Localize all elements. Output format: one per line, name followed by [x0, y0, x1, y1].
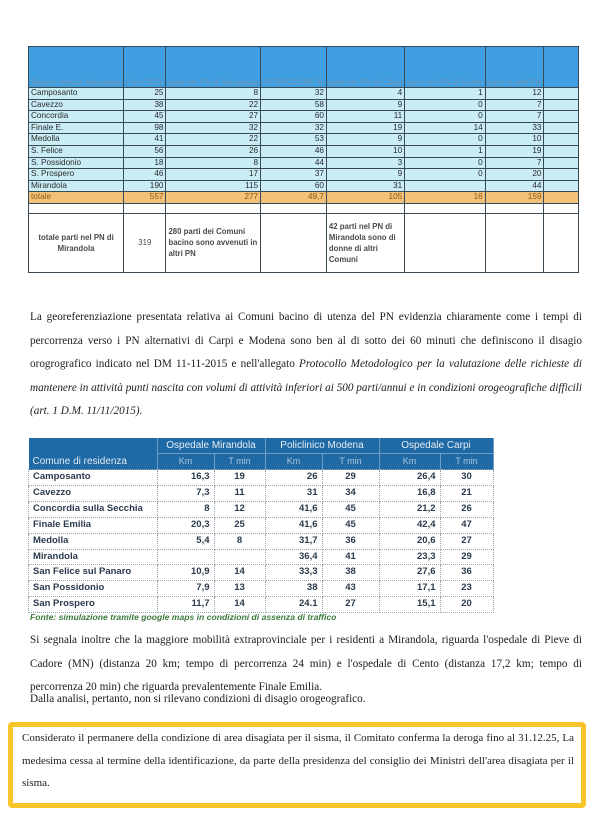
cell-tmin: 36 [440, 565, 493, 581]
header-km: Km [265, 454, 322, 470]
cell-comune: S. Felice [29, 145, 124, 157]
cell-km: 31,7 [265, 533, 322, 549]
cell-tmin: 14 [214, 597, 265, 613]
cell: 25 [124, 88, 166, 100]
cell: 33 [485, 122, 544, 134]
total-cell: 16 [405, 192, 486, 204]
cell [485, 203, 544, 213]
total-row [29, 192, 579, 204]
cell: 12 [485, 88, 544, 100]
cell-km: 24.1 [265, 597, 322, 613]
table-row [29, 99, 579, 111]
cell: 10 [485, 134, 544, 146]
cell-tmin: 12 [214, 501, 265, 517]
header-parti-cento: parti nel PN di Cento [405, 47, 486, 88]
cell: 26 [166, 145, 261, 157]
header-parti-altri: parti in altri PN [485, 47, 544, 88]
cell: 4 [326, 88, 404, 100]
cell-km: 38 [265, 581, 322, 597]
cell-tmin: 14 [214, 565, 265, 581]
cell [405, 213, 486, 272]
cell: 37 [261, 169, 327, 181]
cell-km [157, 549, 214, 565]
cell-comune: S. Prospero [29, 169, 124, 181]
cell: 44 [485, 180, 544, 192]
births-table [28, 46, 579, 273]
table-row [29, 565, 494, 581]
total-cell: 159 [485, 192, 544, 204]
cell: 10 [326, 145, 404, 157]
cell-comune: San Prospero [29, 597, 158, 613]
cell: 41 [124, 134, 166, 146]
cell [405, 180, 486, 192]
cell-tmin: 13 [214, 581, 265, 597]
cell [485, 213, 544, 272]
cell-km: 31 [265, 485, 322, 501]
table-row [29, 485, 494, 501]
cell-tmin: 29 [440, 549, 493, 565]
cell-tmin: 11 [214, 485, 265, 501]
cell [261, 203, 327, 213]
cell [544, 111, 579, 123]
total-cell: 277 [166, 192, 261, 204]
travel-times-table [28, 438, 494, 613]
cell: 19 [326, 122, 404, 134]
header-tmin: T min [322, 454, 379, 470]
blank-row [29, 203, 579, 213]
cell-tmin: 20 [440, 597, 493, 613]
cell-tmin: 41 [322, 549, 379, 565]
total-cell: 557 [124, 192, 166, 204]
cell: 32 [261, 122, 327, 134]
cell: 44 [261, 157, 327, 169]
summary-note-other-comuni: 42 parti nel PN di Mirandola sono di donne di altri Comuni [326, 213, 404, 272]
cell [544, 169, 579, 181]
cell: 58 [261, 99, 327, 111]
cell-km: 36,4 [265, 549, 322, 565]
group-policlinico-modena: Policlinico Modena [265, 438, 379, 454]
cell: 53 [261, 134, 327, 146]
cell-tmin: 36 [322, 533, 379, 549]
table-row [29, 88, 579, 100]
cell: 0 [405, 134, 486, 146]
header-parti-carpi: parti nel PN di Carpi [326, 47, 404, 88]
cell-tmin: 27 [440, 533, 493, 549]
cell-tmin: 45 [322, 501, 379, 517]
header-parti-mirandola: parti nel PN di Mirandola [166, 47, 261, 88]
cell: 8 [166, 88, 261, 100]
cell-tmin: 21 [440, 485, 493, 501]
cell-tmin: 25 [214, 517, 265, 533]
cell-comune: Camposanto [29, 88, 124, 100]
cell-comune: Medolla [29, 134, 124, 146]
cell: 27 [166, 111, 261, 123]
cell-comune: Mirandola [29, 180, 124, 192]
cell-tmin: 47 [440, 517, 493, 533]
table-row [29, 549, 494, 565]
cell-tmin: 38 [322, 565, 379, 581]
cell-tmin: 27 [322, 597, 379, 613]
cell-km: 7,3 [157, 485, 214, 501]
cell-km: 41,6 [265, 501, 322, 517]
cell: 38 [124, 99, 166, 111]
cell-tmin: 26 [440, 501, 493, 517]
cell: 0 [405, 99, 486, 111]
cell-km: 15,1 [379, 597, 440, 613]
cell-km: 20,6 [379, 533, 440, 549]
travel-times-group-header [29, 438, 494, 454]
group-ospedale-mirandola: Ospedale Mirandola [157, 438, 265, 454]
table-row [29, 597, 494, 613]
summary-value: 319 [124, 213, 166, 272]
births-table-header [29, 47, 579, 88]
cell-tmin: 30 [440, 470, 493, 486]
cell [124, 203, 166, 213]
paragraph-italic-text: Protocollo Metodologico per la valutazione delle richieste di mantenere in attività punti nascita con volumi di attività inferiori ai 500 parti/annui e in condizioni orogeografiche difficili (art. 1 D.M. 11/11/2015). [30, 358, 582, 417]
group-ospedale-carpi: Ospedale Carpi [379, 438, 493, 454]
cell: 32 [166, 122, 261, 134]
cell: 7 [485, 99, 544, 111]
table-row [29, 157, 579, 169]
paragraph-text: La georeferenziazione presentata relativa ai Comuni bacino di utenza del PN evidenzia chiaramente come i tempi di percorrenza verso i PN alternativi di Carpi e Modena sono ben al di sotto dei 60 minuti che definiscono il disagio orogrografico indicato nel DM 11-11-2015 e nell'allegato [30, 311, 582, 370]
cell [405, 203, 486, 213]
cell-km: 41,6 [265, 517, 322, 533]
cell: 60 [261, 180, 327, 192]
cell: 0 [405, 169, 486, 181]
cell-tmin: 19 [214, 470, 265, 486]
cell-tmin: 45 [322, 517, 379, 533]
cell-km: 16,8 [379, 485, 440, 501]
cell: 20 [485, 169, 544, 181]
cell [544, 99, 579, 111]
cell [29, 203, 124, 213]
cell-km: 17,1 [379, 581, 440, 597]
highlight-text: Considerato il permanere della condizione di area disagiata per il sisma, il Comitato conferma la deroga fino al 31.12.25, La medesima cessa al termine della identificazione, da parte della presidenza del consiglio dei Ministri dell'area disagiata per il sisma. [22, 732, 574, 789]
cell-tmin: 43 [322, 581, 379, 597]
cell-comune: Camposanto [29, 470, 158, 486]
cell [544, 203, 579, 213]
cell-km: 23,3 [379, 549, 440, 565]
cell: 9 [326, 169, 404, 181]
table-row [29, 501, 494, 517]
cell-comune: Concordia [29, 111, 124, 123]
header-blank [29, 438, 158, 454]
table-row [29, 180, 579, 192]
header-attrazione: ATTRAZIONE % [261, 47, 327, 88]
cell: 22 [166, 134, 261, 146]
summary-note-other-pn: 280 parti dei Comuni bacino sono avvenuti in altri PN [166, 213, 261, 272]
cell: 115 [166, 180, 261, 192]
table-row [29, 533, 494, 549]
cell: 19 [485, 145, 544, 157]
header-empty [544, 47, 579, 88]
cell-km: 7,9 [157, 581, 214, 597]
cell-km: 26,4 [379, 470, 440, 486]
header-bacino: Bacino utenza Mirandola [29, 47, 124, 88]
summary-label: totale parti nel PN di Mirandola [29, 213, 124, 272]
header-km: Km [379, 454, 440, 470]
cell-km: 8 [157, 501, 214, 517]
cell-km: 42,4 [379, 517, 440, 533]
table-source-note: Fonte: simulazione tramite google maps in condizioni di assenza di traffico [30, 612, 337, 622]
table-row [29, 111, 579, 123]
cell [261, 213, 327, 272]
cell-comune: Mirandola [29, 549, 158, 565]
cell-km: 16,3 [157, 470, 214, 486]
summary-row [29, 213, 579, 272]
cell: 11 [326, 111, 404, 123]
cell-km: 10,9 [157, 565, 214, 581]
cell-km: 27,6 [379, 565, 440, 581]
cell: 3 [326, 157, 404, 169]
cell-tmin: 29 [322, 470, 379, 486]
header-km: Km [157, 454, 214, 470]
cell: 22 [166, 99, 261, 111]
header-tmin: T min [214, 454, 265, 470]
total-cell: 105 [326, 192, 404, 204]
cell: 46 [261, 145, 327, 157]
cell [544, 122, 579, 134]
cell: 9 [326, 99, 404, 111]
cell: 56 [124, 145, 166, 157]
cell: 98 [124, 122, 166, 134]
cell-tmin [214, 549, 265, 565]
cell [544, 213, 579, 272]
cell-km: 26 [265, 470, 322, 486]
paragraph-mobilita: Si segnala inoltre che la maggiore mobilità extraprovinciale per i residenti a Mirandola, riguarda l'ospedale di Pieve di Cadore (MN) (distanza 20 km; tempo di percorrenza 24 min) e l'ospedale di Cento (distanza 17,2 km; tempo di percorrenza 20 min) che riguarda prevalentemente Finale Emilia. [30, 634, 582, 693]
table-row [29, 134, 579, 146]
total-label: totale [29, 192, 124, 204]
cell: 190 [124, 180, 166, 192]
cell: 1 [405, 145, 486, 157]
cell-km: 21,2 [379, 501, 440, 517]
cell-comune: Finale Emilia [29, 517, 158, 533]
cell: 60 [261, 111, 327, 123]
cell-comune: S. Possidonio [29, 157, 124, 169]
table-row [29, 169, 579, 181]
cell [544, 145, 579, 157]
cell: 1 [405, 88, 486, 100]
cell-km: 20,3 [157, 517, 214, 533]
cell [544, 180, 579, 192]
cell-tmin: 23 [440, 581, 493, 597]
paragraph-georeferenziazione [30, 306, 582, 424]
cell: 32 [261, 88, 327, 100]
cell [544, 134, 579, 146]
cell-comune: Concordia sulla Secchia [29, 501, 158, 517]
cell-comune: Medolla [29, 533, 158, 549]
cell: 0 [405, 111, 486, 123]
cell-comune: Finale E. [29, 122, 124, 134]
cell [326, 203, 404, 213]
cell-comune: Cavezzo [29, 99, 124, 111]
cell: 17 [166, 169, 261, 181]
cell [544, 157, 579, 169]
cell-tmin: 8 [214, 533, 265, 549]
cell: 0 [405, 157, 486, 169]
cell: 46 [124, 169, 166, 181]
cell-km: 5,4 [157, 533, 214, 549]
table-row [29, 122, 579, 134]
table-row [29, 517, 494, 533]
cell: 8 [166, 157, 261, 169]
cell: 7 [485, 111, 544, 123]
cell [166, 203, 261, 213]
table-row [29, 470, 494, 486]
cell-tmin: 34 [322, 485, 379, 501]
cell: 14 [405, 122, 486, 134]
table-row [29, 145, 579, 157]
total-cell [544, 192, 579, 204]
cell-km: 11,7 [157, 597, 214, 613]
cell: 9 [326, 134, 404, 146]
cell-comune: Cavezzo [29, 485, 158, 501]
cell: 18 [124, 157, 166, 169]
header-comune: Comune di residenza [29, 454, 158, 470]
header-tmin: T min [440, 454, 493, 470]
table-row [29, 581, 494, 597]
cell: 45 [124, 111, 166, 123]
travel-times-sub-header [29, 454, 494, 470]
header-parti-2021: Parti 2021 [124, 47, 166, 88]
cell-km: 33,3 [265, 565, 322, 581]
cell [544, 88, 579, 100]
paragraph-conclusione: Dalla analisi, pertanto, non si rilevano condizioni di disagio orogeografico. [30, 693, 366, 705]
cell-comune: San Felice sul Panaro [29, 565, 158, 581]
cell-comune: San Possidonio [29, 581, 158, 597]
total-cell: 49,7 [261, 192, 327, 204]
cell: 7 [485, 157, 544, 169]
cell: 31 [326, 180, 404, 192]
